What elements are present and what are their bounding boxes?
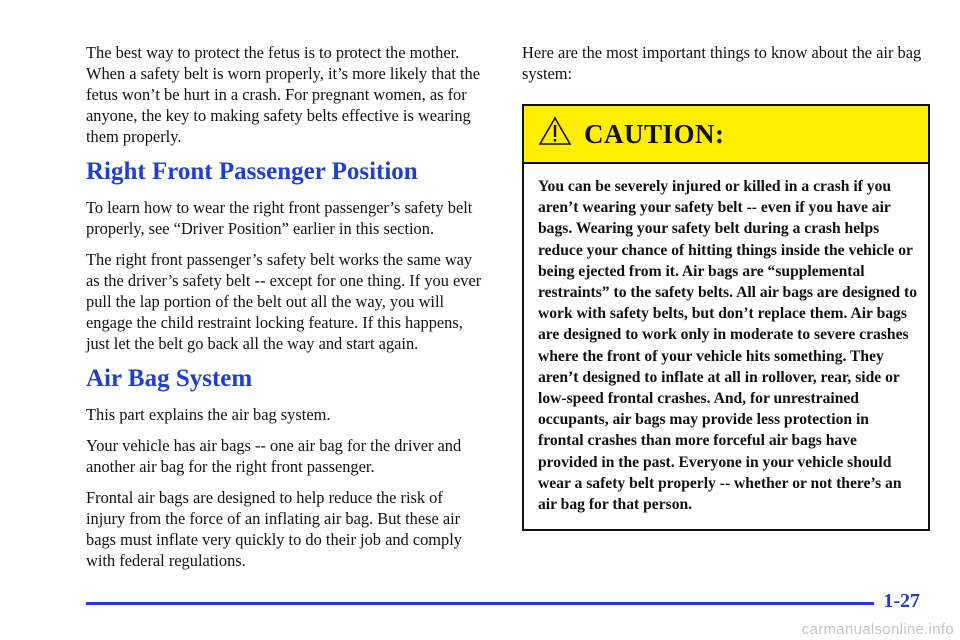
caution-box — [522, 104, 930, 531]
footer-rule — [86, 602, 874, 605]
airbag-paragraph-1: This part explains the air bag system. — [86, 405, 331, 424]
section-heading-air-bag-system: Air Bag System — [86, 365, 253, 392]
warning-triangle-icon — [538, 116, 572, 146]
right-column — [522, 42, 930, 531]
left-column — [86, 42, 484, 581]
right-intro-paragraph: Here are the most important things to know about the air bag system: — [522, 43, 922, 83]
caution-title: CAUTION: — [584, 118, 725, 149]
intro-paragraph: The best way to protect the fetus is to protect the mother. When a safety belt is worn properly, it’s more likely that the fetus won’t be hurt in a crash. For pregnant women, as for anyone, the key to making safety belts effective is wearing them properly. — [86, 43, 481, 146]
page-number: 1-27 — [883, 590, 920, 612]
airbag-paragraph-3: Frontal air bags are designed to help reduce the risk of injury from the force of an inflating air bag. But these air bags must inflate very quickly to do their job and comply with federal regulations. — [86, 488, 463, 570]
airbag-paragraph-2: Your vehicle has air bags -- one air bag for the driver and another air bag for the right front passenger. — [86, 436, 462, 476]
caution-header — [524, 106, 928, 164]
caution-body-text: You can be severely injured or killed in a crash if you aren’t wearing your safety belt -- even if you have air bags. Wearing your safety belt during a crash helps reduce your chance of hitting things inside the vehicle or being ejected from it. Air bags are “supplemental restraints” to the safety belts. All air bags are designed to work with safety belts, but don’t replace them. Air bags are designed to work only in moderate to severe crashes where the front of your vehicle hits something. They aren’t designed to inflate at all in rollover, rear, side or low-speed frontal crashes. And, for unrestrained occupants, air bags may provide less protection in frontal crashes than more forceful air bags have provided in the past. Everyone in your vehicle should wear a safety belt properly -- whether or not there’s an air bag for that person. — [538, 178, 917, 514]
passenger-paragraph-2: The right front passenger’s safety belt works the same way as the driver’s safety belt -- except for one thing. If you ever pull the lap portion of the belt out all the way, you will engage the child restraint locking feature. If this happens, just let the belt go back all the way and start again. — [86, 250, 482, 353]
section-heading-right-front-passenger: Right Front Passenger Position — [86, 158, 418, 185]
passenger-paragraph-1: To learn how to wear the right front passenger’s safety belt properly, see “Driver Position” earlier in this section. — [86, 198, 473, 238]
watermark: carmanualsonline.info — [801, 621, 954, 638]
